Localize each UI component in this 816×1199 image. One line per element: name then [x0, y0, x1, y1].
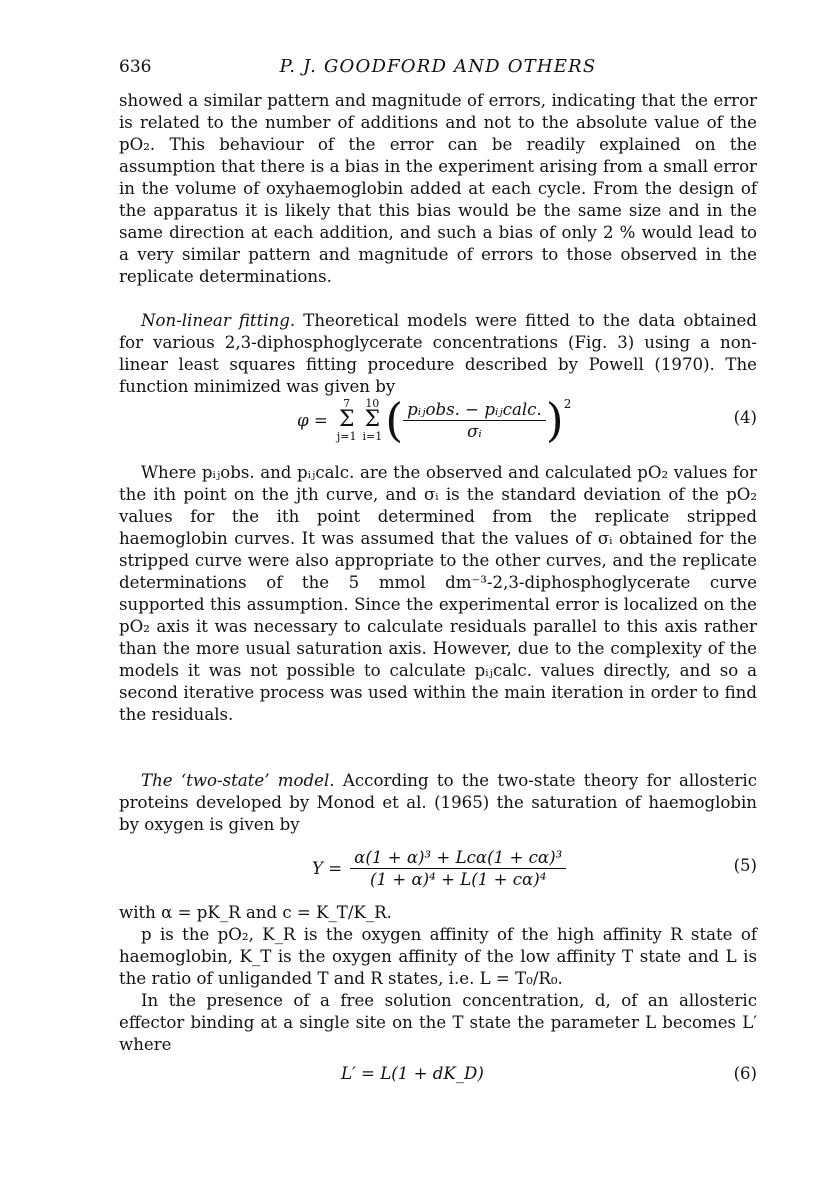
summation-icon: Σ: [364, 407, 381, 432]
equation-5-number: (5): [733, 856, 757, 875]
running-head: P. J. GOODFORD AND OTHERS: [279, 56, 597, 77]
page-header: [119, 57, 757, 83]
left-paren-icon: (: [385, 393, 404, 447]
equation-6-body: L′ = L(1 + dK_D): [341, 1064, 484, 1083]
paragraph-residuals: Where pᵢⱼobs. and pᵢⱼcalc. are the observed and calculated pO₂ values for the ith point on the jth curve, and σᵢ is the standard deviation of the pO₂ values for the ith point determined from the replicate stripped haemoglobin curves. It was assumed that the values of σᵢ obtained for the stripped curve were also appropriate to the other curves, and the replicate determinations of the 5 mmol dm⁻³-2,3-diphosphoglycerate curve supported this assumption. Since the experimental error is localized on the pO₂ axis it was necessary to calculate residuals parallel to this axis rather than the more usual saturation axis. However, due to the complexity of the models it was not possible to calculate pᵢⱼcalc. values directly, and so a second iterative process was used within the main iteration in order to find the residuals.: [119, 463, 757, 724]
equation-4-sum-j-upper: 7: [343, 397, 351, 410]
page-number: 636: [119, 57, 152, 77]
paragraph-two-state-model-body: According to the two-state theory for allosteric proteins developed by Monod et al. (1965) the saturation of haemoglobin by oxygen is given by: [119, 771, 757, 834]
equation-5-numerator: α(1 + α)³ + Lcα(1 + cα)³: [350, 848, 566, 869]
equation-5-denominator: (1 + α)⁴ + L(1 + cα)⁴: [369, 869, 547, 889]
equation-4-sum-i-upper: 10: [365, 397, 380, 410]
equation-6: [119, 1064, 757, 1090]
equation-4-sum-j-lower: j=1: [336, 430, 357, 443]
summation-icon: Σ: [338, 407, 355, 432]
right-paren-icon: ): [545, 393, 564, 447]
equation-5-lhs: Y =: [312, 858, 343, 878]
equation-4-denominator: σᵢ: [467, 421, 482, 441]
section-lead-two-state-model: The ‘two-state’ model.: [141, 771, 335, 790]
equation-4-sum-i: [362, 398, 382, 442]
equation-5-fraction: [350, 848, 566, 889]
paragraph-allosteric-effector: In the presence of a free solution concentration, d, of an allosteric effector binding at a single site on the T state the parameter L becomes L′ where: [119, 991, 757, 1054]
paragraph-error-bias: showed a similar pattern and magnitude of errors, indicating that the error is related to the number of additions and not to the absolute value of the pO₂. This behaviour of the error can be readily explained on the assumption that there is a bias in the experiment arising from a small error in the volume of oxyhaemoglobin added at each cycle. From the design of the apparatus it is likely that this bias would be the same size and in the same direction at each addition, and such a bias of only 2 % would lead to a very similar pattern and magnitude of errors to those observed in the replicate determinations.: [119, 91, 757, 286]
paragraph-nonlinear-fitting: [119, 310, 757, 396]
equation-4-sum-i-lower: i=1: [362, 430, 383, 443]
equation-5: [119, 840, 757, 896]
equation-4-fraction: [403, 400, 546, 441]
paragraph-two-state-model: [119, 770, 757, 836]
equation-4-number: (4): [733, 408, 757, 427]
equation-4: φ = 7 Σ j=1 10 Σ i=1 ( $\frac{\text{pᵢⱼobs. − pᵢⱼcalc.}}{\text{σᵢ}}$ ) $^2$ (4): [297, 393, 757, 447]
paragraph-definitions-states: p is the pO₂, K_R is the oxygen affinity of the high affinity R state of haemoglobin, K_T is the oxygen affinity of the low affinity T state and L is the ratio of unliganded T and R states, i.e. L = T₀/R₀.: [119, 925, 757, 988]
paragraph-nonlinear-fitting-body: Theoretical models were fitted to the data obtained for various 2,3-diphosphoglycerate concentrations (Fig. 3) using a non-linear least squares fitting procedure described by Powell (1970). The function minimized was given by: [119, 311, 757, 396]
equation-4-numerator: pᵢⱼobs. − pᵢⱼcalc.: [403, 400, 546, 421]
equation-4-sum-j: [337, 398, 357, 442]
equation-4-lhs: φ =: [297, 410, 328, 430]
paragraph-definitions-alpha-c: with α = pK_R and c = K_T/K_R.: [119, 903, 392, 922]
equation-6-number: (6): [733, 1064, 757, 1083]
section-lead-nonlinear-fitting: Non-linear fitting.: [141, 311, 296, 330]
